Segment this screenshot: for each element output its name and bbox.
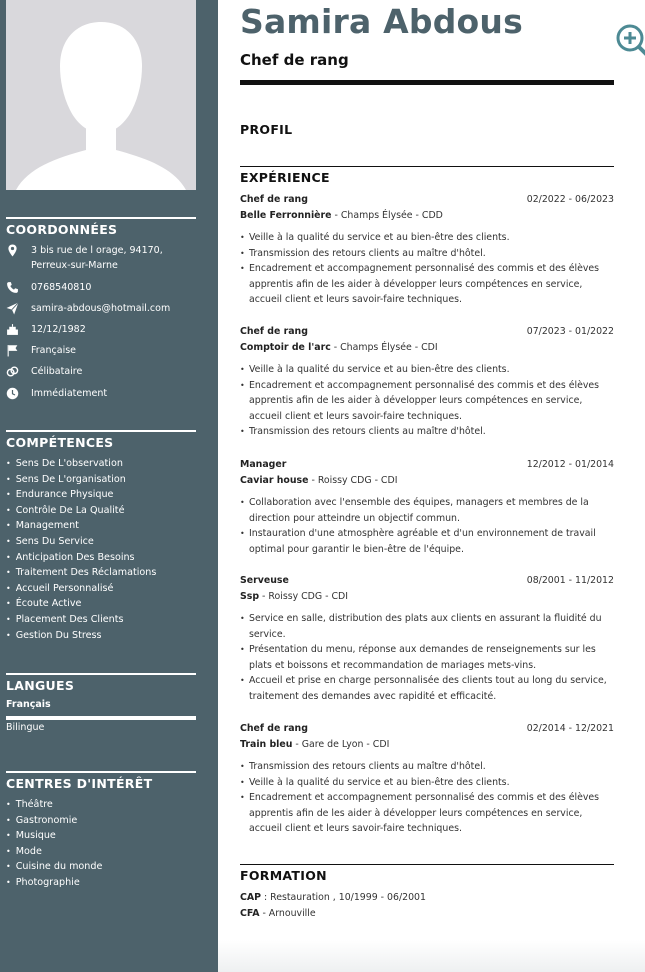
experience-entry	[240, 573, 614, 705]
job-bullet: • Instauration d'une atmosphère agréable et d'un environnement de travail optimal pour garantir le bien-être de l'équipe.	[240, 526, 614, 557]
interest-item: • Cuisine du monde	[6, 859, 206, 875]
job-role: Chef de rang	[240, 326, 308, 337]
education-text: - Arnouville	[259, 908, 316, 919]
candidate-name: Samira Abdous	[240, 2, 523, 41]
email-text: samira-abdous@hotmail.com	[31, 303, 171, 314]
interests-list	[6, 797, 206, 891]
interest-item: • Photographie	[6, 875, 206, 891]
skill-item: • Écoute Active	[6, 596, 206, 612]
language-level: Bilingue	[6, 722, 45, 733]
address-text: 3 bis rue de l orage, 94170, Perreux-sur-Marne	[31, 245, 163, 271]
job-bullet: • Encadrement et accompagnement personnalisé des commis et des élèves apprentis afin de les aider à développer leurs compétences en service, accueil client et leurs savoir-faire techniques.	[240, 378, 614, 425]
flag-icon	[6, 344, 19, 357]
interest-item: • Gastronomie	[6, 813, 206, 829]
job-role: Chef de rang	[240, 194, 308, 205]
contact-section-title: COORDONNÉES	[6, 217, 196, 237]
job-bullet: • Encadrement et accompagnement personnalisé des commis et des élèves apprentis afin de les aider à développer leurs compétences en service, accueil client et leurs savoir-faire techniques.	[240, 790, 614, 837]
clock-icon	[6, 387, 19, 400]
job-company: Train bleu	[240, 739, 293, 750]
send-icon	[6, 302, 19, 315]
job-company: Belle Ferronnière	[240, 210, 332, 221]
job-bullet: • Veille à la qualité du service et au bien-être des clients.	[240, 230, 614, 246]
marital-status-text: Célibataire	[31, 366, 83, 377]
education-label: CAP	[240, 892, 262, 903]
profile-section-title: PROFIL	[240, 122, 293, 137]
job-bullet: • Service en salle, distribution des plats aux clients en assurant la fluidité du service.	[240, 611, 614, 642]
skill-item: • Sens Du Service	[6, 534, 206, 550]
job-details: - Roissy CDG - CDI	[308, 475, 398, 486]
job-bullet: • Veille à la qualité du service et au bien-être des clients.	[240, 362, 614, 378]
zoom-in-icon[interactable]	[614, 22, 645, 56]
job-bullet: • Accueil et prise en charge personnalisée des clients tout au long du service, traitement des demandes avec rapidité et efficacité.	[240, 673, 614, 704]
profile-photo	[6, 0, 196, 190]
job-dates: 07/2023 - 01/2022	[526, 326, 614, 337]
job-bullet: • Présentation du menu, réponse aux demandes de renseignements sur les plats et boissons et recommandation de mariages mets-vins.	[240, 642, 614, 673]
language-level-bar	[6, 716, 196, 720]
interests-section-title: CENTRES D'INTÉRÊT	[6, 771, 196, 791]
education-text: : Restauration , 10/1999 - 06/2001	[261, 892, 426, 903]
rings-icon	[6, 365, 19, 378]
skill-item: • Endurance Physique	[6, 487, 206, 503]
job-dates: 02/2014 - 12/2021	[526, 723, 614, 734]
job-details: - Gare de Lyon - CDI	[292, 739, 390, 750]
interest-item: • Musique	[6, 828, 206, 844]
job-bullet: • Transmission des retours clients au maître d'hôtel.	[240, 424, 614, 440]
nationality-text: Française	[31, 345, 76, 356]
experience-section-title: EXPÉRIENCE	[240, 166, 614, 185]
skill-item: • Sens De L'observation	[6, 456, 206, 472]
job-dates: 08/2001 - 11/2012	[526, 575, 614, 586]
job-details: - Champs Élysée - CDI	[330, 342, 438, 353]
job-details: - Roissy CDG - CDI	[259, 591, 349, 602]
job-bullet: • Veille à la qualité du service et au bien-être des clients.	[240, 775, 614, 791]
job-bullet: • Transmission des retours clients au maître d'hôtel.	[240, 246, 614, 262]
skill-item: • Anticipation Des Besoins	[6, 550, 206, 566]
experience-entry	[240, 457, 614, 557]
sidebar	[0, 0, 218, 972]
education-item	[240, 890, 614, 906]
job-bullet: • Transmission des retours clients au maître d'hôtel.	[240, 759, 614, 775]
skill-item: • Accueil Personnalisé	[6, 581, 206, 597]
job-bullet: • Collaboration avec l'ensemble des équipes, managers et membres de la direction pour atteindre un objectif commun.	[240, 495, 614, 526]
skill-item: • Contrôle De La Qualité	[6, 503, 206, 519]
birthday-cake-icon	[6, 323, 19, 336]
job-dates: 02/2022 - 06/2023	[526, 194, 614, 205]
skill-item: • Management	[6, 518, 206, 534]
birthdate-text: 12/12/1982	[31, 324, 86, 335]
job-role: Chef de rang	[240, 723, 308, 734]
candidate-job-title: Chef de rang	[240, 51, 349, 69]
job-role: Manager	[240, 459, 287, 470]
education-section-title: FORMATION	[240, 864, 614, 883]
skill-item: • Placement Des Clients	[6, 612, 206, 628]
job-bullet: • Encadrement et accompagnement personnalisé des commis et des élèves apprentis afin de les aider à développer leurs compétences en service, accueil client et leurs savoir-faire techniques.	[240, 261, 614, 308]
experience-entry	[240, 721, 614, 837]
skills-section-title: COMPÉTENCES	[6, 430, 196, 450]
job-company: Caviar house	[240, 475, 309, 486]
job-company: Comptoir de l'arc	[240, 342, 331, 353]
header-divider	[240, 80, 614, 85]
skills-list	[6, 456, 206, 643]
skill-item: • Sens De L'organisation	[6, 472, 206, 488]
skill-item: • Gestion Du Stress	[6, 628, 206, 644]
location-pin-icon	[6, 244, 19, 257]
job-company: Ssp	[240, 591, 260, 602]
job-dates: 12/2012 - 01/2014	[526, 459, 614, 470]
availability-text: Immédiatement	[31, 388, 108, 399]
experience-entry	[240, 324, 614, 440]
page-bottom-fade	[218, 940, 645, 972]
experience-entry	[240, 192, 614, 308]
education-list	[240, 890, 614, 922]
education-item	[240, 906, 614, 922]
skill-item: • Traitement Des Réclamations	[6, 565, 206, 581]
job-details: - Champs Élysée - CDD	[331, 210, 443, 221]
language-name: Français	[6, 699, 51, 710]
phone-icon	[6, 281, 19, 294]
education-label: CFA	[240, 908, 260, 919]
languages-section-title: LANGUES	[6, 673, 196, 693]
phone-text: 0768540810	[31, 282, 92, 293]
person-silhouette-icon	[6, 0, 196, 190]
job-role: Serveuse	[240, 575, 289, 586]
interest-item: • Théâtre	[6, 797, 206, 813]
interest-item: • Mode	[6, 844, 206, 860]
